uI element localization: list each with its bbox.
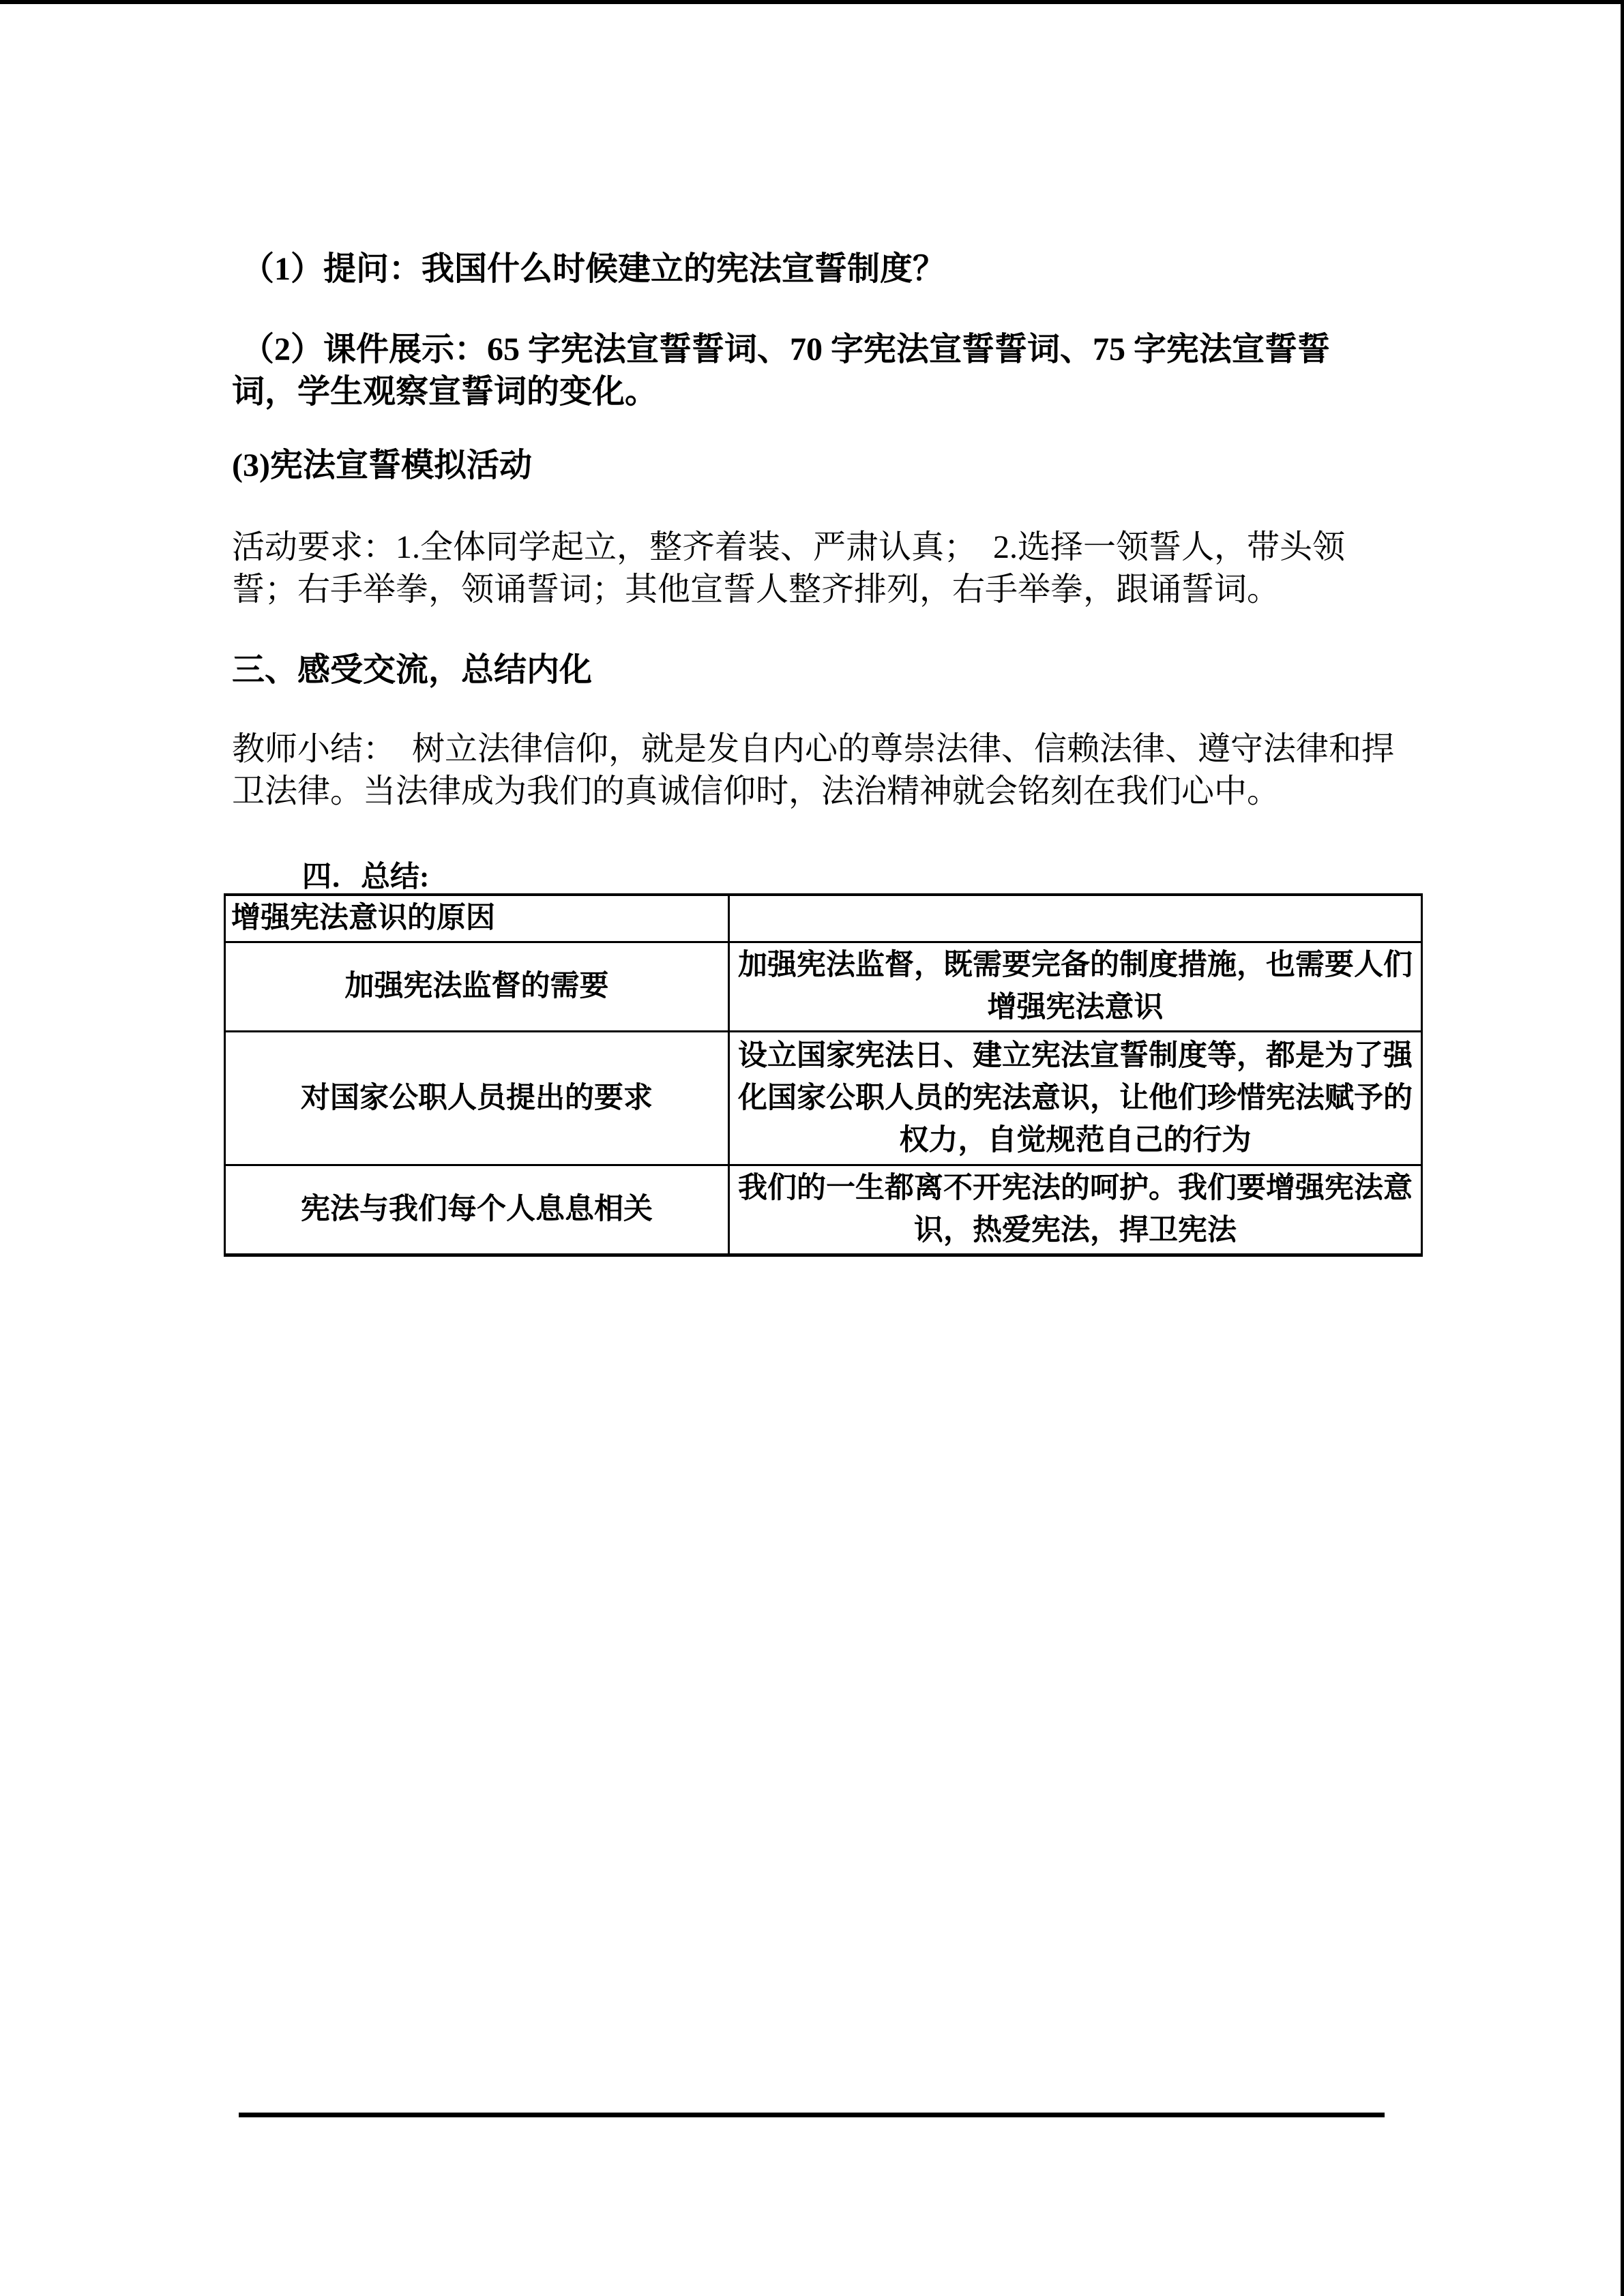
page-top-border (0, 0, 1624, 4)
table-header-empty-cell (729, 895, 1422, 942)
reason-cell: 加强宪法监督的需要 (225, 942, 729, 1032)
explanation-cell: 设立国家宪法日、建立宪法宣誓制度等，都是为了强化国家公职人员的宪法意识，让他们珍惜宪法赋予的权力，自觉规范自己的行为 (729, 1032, 1422, 1165)
table-row (225, 1032, 1422, 1165)
reason-cell: 宪法与我们每个人息息相关 (225, 1165, 729, 1255)
table-header-reason-cell: 增强宪法意识的原因 (225, 895, 729, 942)
reason-cell: 对国家公职人员提出的要求 (225, 1032, 729, 1165)
heading-section-four: 四．总结: (302, 861, 430, 893)
explanation-cell: 加强宪法监督，既需要完备的制度措施，也需要人们增强宪法意识 (729, 942, 1422, 1032)
explanation-cell: 我们的一生都离不开宪法的呵护。我们要增强宪法意识，热爱宪法，捍卫宪法 (729, 1165, 1422, 1255)
table-row (225, 1165, 1422, 1255)
table-row (225, 942, 1422, 1032)
page-right-border (1621, 0, 1624, 2296)
heading-section-three: 三、感受交流，总结内化 (232, 652, 593, 688)
paragraph-teacher-summary: 教师小结： 树立法律信仰，就是发自内心的尊崇法律、信赖法律、遵守法律和捍卫法律。当法律成为我们的真诚信仰时，法治精神就会铭刻在我们心中。 (232, 731, 1395, 809)
footer-divider (239, 2113, 1385, 2117)
summary-table (224, 893, 1423, 1257)
heading-oath-simulation: (3)宪法宣誓模拟活动 (232, 447, 532, 483)
paragraph-question-1: （1）提问：我国什么时候建立的宪法宣誓制度？ (241, 251, 946, 287)
paragraph-activity-requirements: 活动要求：1.全体同学起立，整齐着装、严肃认真； 2.选择一领誓人，带头领誓；右手举拳，领诵誓词；其他宣誓人整齐排列，右手举拳，跟诵誓词。 (232, 529, 1346, 608)
table-header-row (225, 895, 1422, 942)
paragraph-courseware-display: （2）课件展示：65 字宪法宣誓誓词、70 字宪法宣誓誓词、75 字宪法宣誓誓词，学生观察宣誓词的变化。 (232, 331, 1331, 410)
